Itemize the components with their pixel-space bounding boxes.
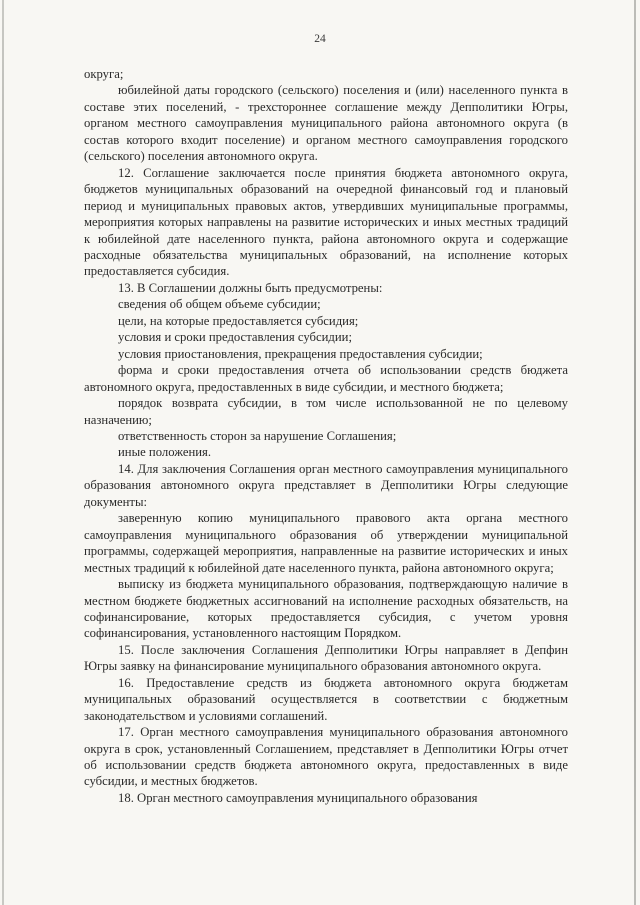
paragraph-15: 15. После заключения Соглашения Депполитики Югры направляет в Депфин Югры заявку на финансирование муниципального образования автономного округа. (84, 642, 568, 674)
scan-edge-left (2, 0, 4, 905)
paragraph-17: 17. Орган местного самоуправления муниципального образования автономного округа в срок, установленный Соглашением, представляет в Депполитики Югры отчет об использовании средств бюджета автономного округа, предоставленных в виде субсидии, и местных бюджетов. (84, 725, 568, 789)
list-item: условия и сроки предоставления субсидии; (118, 330, 352, 345)
paragraph-18: 18. Орган местного самоуправления муниципального образования (118, 790, 478, 805)
list-item: сведения об общем объеме субсидии; (118, 297, 321, 312)
paragraph-14: 14. Для заключения Соглашения орган местного самоуправления муниципального образования автономного округа представляет в Депполитики Югры следующие документы: (84, 461, 568, 509)
paragraph: округа; (84, 67, 124, 81)
list-item: условия приостановления, прекращения предоставления субсидии; (118, 346, 483, 361)
paragraph-16: 16. Предоставление средств из бюджета автономного округа бюджетам муниципальных образований осуществляется в соответствии с бюджетным законодательством и условиями соглашений. (84, 675, 568, 723)
scan-edge-right (634, 0, 636, 905)
list-item: порядок возврата субсидии, в том числе использованной не по целевому назначению; (84, 396, 568, 427)
list-item: заверенную копию муниципального правового акта органа местного самоуправления муниципального образования об утверждении муниципальной программы, содержащей мероприятия, направленные на развитие исторических и иных местных традиций к юбилейной дате населенного пункта, района автономного округа; (84, 511, 568, 575)
paragraph: юбилейной даты городского (сельского) поселения и (или) населенного пункта в составе этих поселений, - трехстороннее соглашение между Депполитики Югры, органом местного самоуправления муниципального района автономного округа (в состав которого входит поселение) и органом местного самоуправления городского (сельского) поселения автономного округа. (84, 83, 568, 164)
list-item: форма и сроки предоставления отчета об использовании средств бюджета автономного округа, предоставленных в виде субсидии, и местного бюджета; (84, 363, 568, 394)
page-number: 24 (314, 33, 326, 45)
paragraph-12: 12. Соглашение заключается после принятия бюджета автономного округа, бюджетов муниципальных образований на очередной финансовый год и плановый период и муниципальных правовых актов, утвердивших муниципальные программы, мероприятия которых направлены на развитие исторических и иных местных традиций к юбилейной дате населенного пункта, района автономного округа и содержащие расходные обязательства муниципальных образований, на исполнение которых предоставляется субсидия. (84, 165, 568, 279)
list-item: иные положения. (118, 445, 212, 460)
document-body (84, 66, 568, 806)
list-item: ответственность сторон за нарушение Соглашения; (118, 428, 397, 443)
list-item: выписку из бюджета муниципального образования, подтверждающую наличие в местном бюджете бюджетных ассигнований на исполнение расходных обязательств, на софинансирование, которых предоставляется субсидия, с учетом уровня софинансирования, установленного настоящим Порядком. (84, 577, 568, 641)
list-item: цели, на которые предоставляется субсидия; (118, 313, 359, 328)
paragraph-13: 13. В Соглашении должны быть предусмотрены: (118, 280, 383, 295)
